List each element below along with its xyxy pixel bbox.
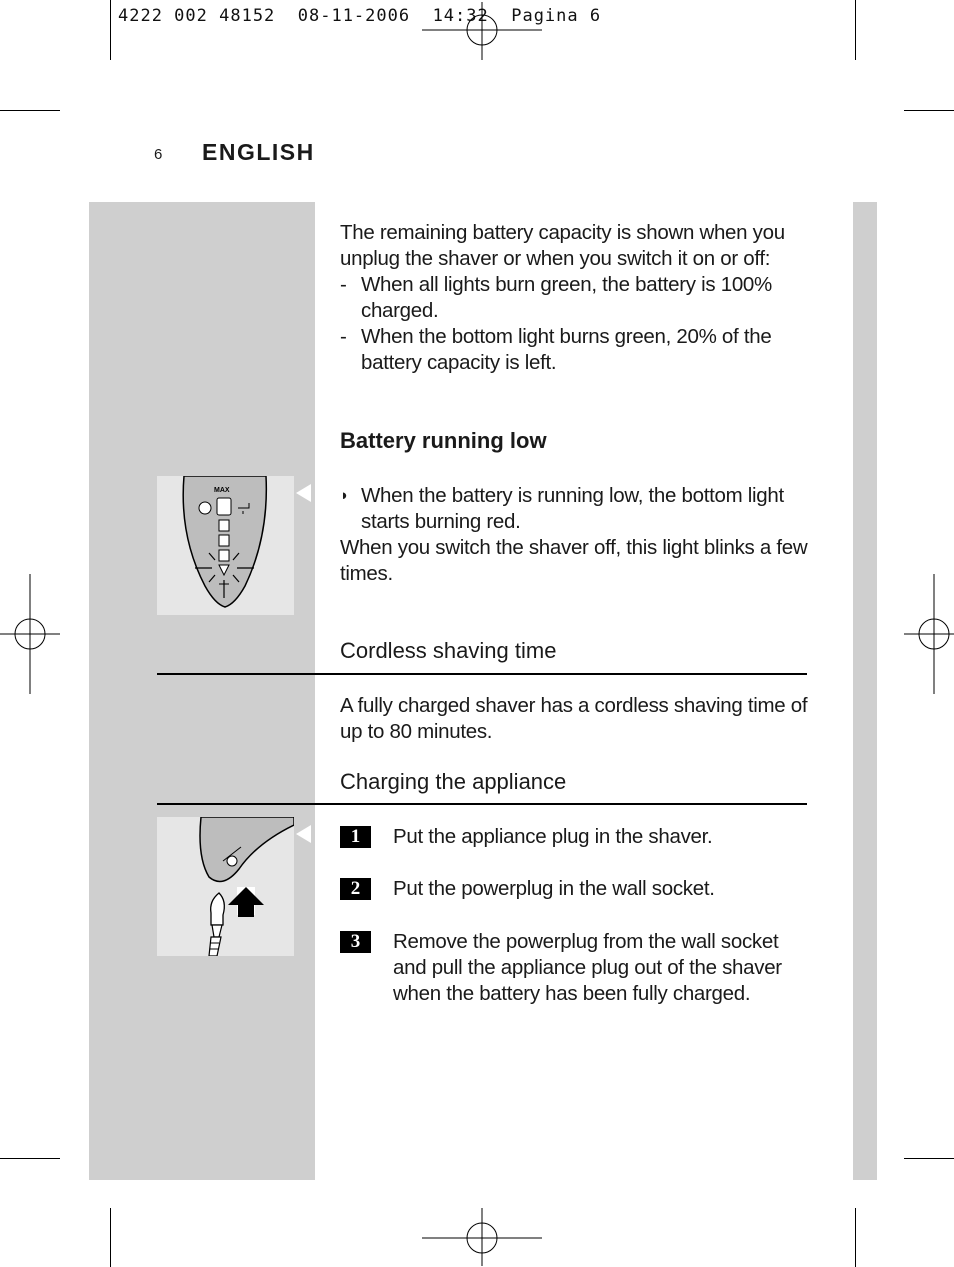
registration-mark-left xyxy=(0,572,60,696)
step-bullet-icon: ◗ xyxy=(340,487,349,504)
battery-low-heading: Battery running low xyxy=(340,428,547,453)
charging-heading-rule xyxy=(157,803,807,805)
battery-low-note: When you switch the shaver off, this light blinks a few times. xyxy=(340,536,808,585)
capacity-item-full: - When all lights burn green, the battery is 100% charged. xyxy=(340,272,815,324)
charging-step-2: Put the powerplug in the wall socket. xyxy=(393,877,715,900)
cordless-text: A fully charged shaver has a cordless shaving time of up to 80 minutes. xyxy=(340,694,808,743)
intro-section xyxy=(340,220,815,376)
registration-mark-top xyxy=(420,0,544,60)
step-number-2: 2 xyxy=(340,878,371,900)
registration-mark-right xyxy=(904,572,954,696)
capacity-list xyxy=(340,272,815,376)
registration-mark-bottom xyxy=(420,1208,544,1267)
battery-low-step-text: When the battery is running low, the bottom light starts burning red. xyxy=(361,484,784,533)
step-number-3: 3 xyxy=(340,931,371,953)
print-slug: 4222 002 48152 08-11-2006 14:32 Pagina 6 xyxy=(118,6,602,26)
battery-low-step xyxy=(340,483,810,587)
left-gray-column xyxy=(89,202,315,1180)
language-heading: ENGLISH xyxy=(202,139,315,165)
capacity-item-low: - When the bottom light burns green, 20% of the battery capacity is left. xyxy=(340,324,815,376)
page-number: 6 xyxy=(154,146,163,163)
step-number-1: 1 xyxy=(340,826,371,848)
pointer-triangle-icon xyxy=(296,825,311,843)
pointer-triangle-icon xyxy=(296,484,311,502)
charging-illustration xyxy=(157,817,294,956)
battery-display-illustration xyxy=(157,476,294,615)
cordless-heading-rule xyxy=(157,673,807,675)
charging-heading: Charging the appliance xyxy=(340,769,567,794)
intro-paragraph: The remaining battery capacity is shown when you unplug the shaver or when you switch it on or off: xyxy=(340,221,785,270)
charging-step-3: Remove the powerplug from the wall socket and pull the appliance plug out of the shaver when the battery has been fully charged. xyxy=(393,930,782,1005)
cordless-heading: Cordless shaving time xyxy=(340,638,557,663)
max-label: MAX xyxy=(214,487,230,494)
right-gray-column xyxy=(853,202,877,1180)
charging-step-1: Put the appliance plug in the shaver. xyxy=(393,825,713,848)
